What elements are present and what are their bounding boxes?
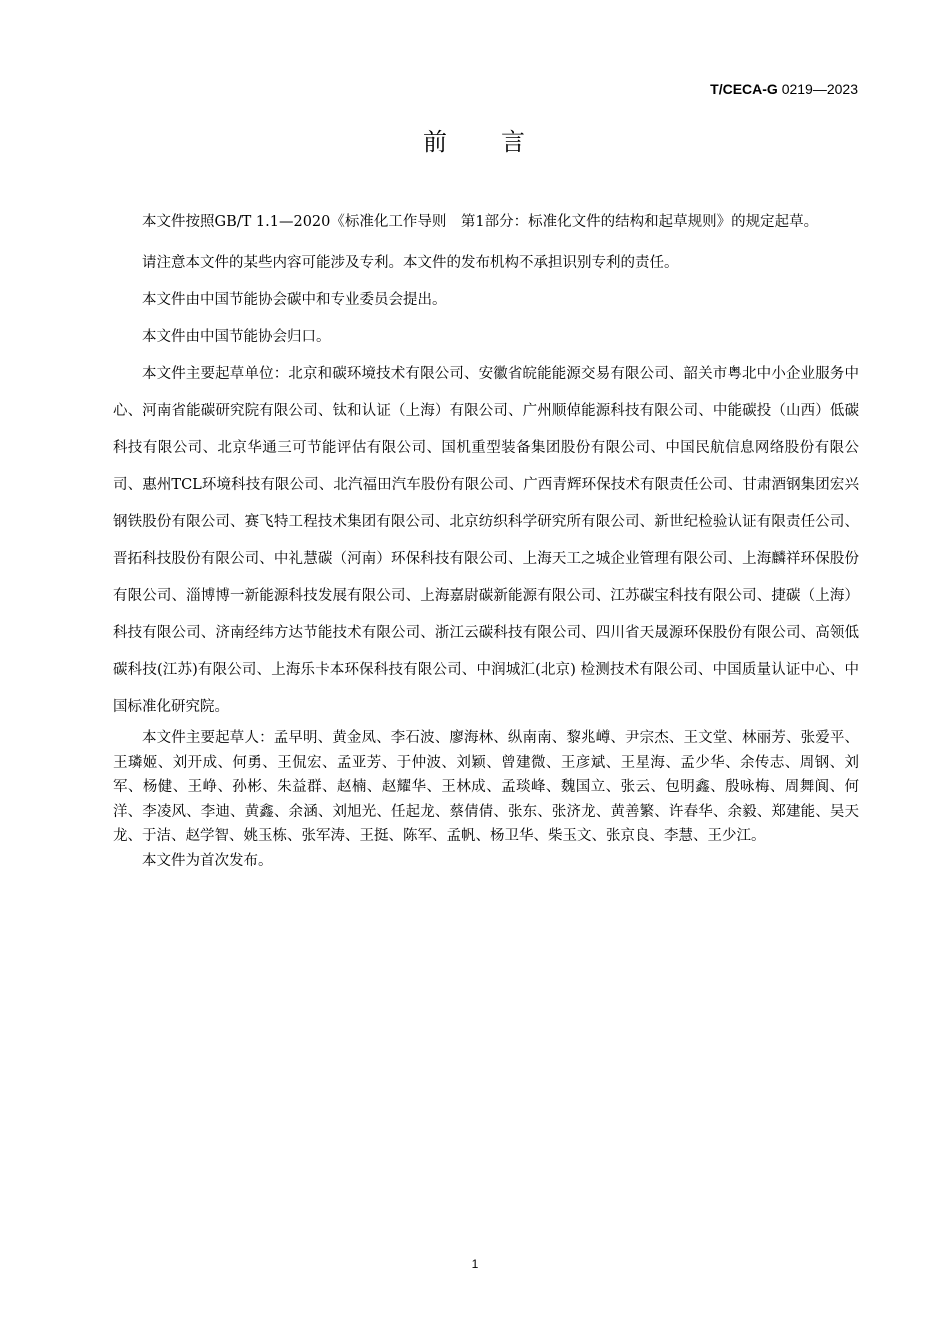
paragraph-first-release: 本文件为首次发布。 xyxy=(142,852,273,869)
document-code xyxy=(710,81,858,97)
paragraph-administrator: 本文件由中国节能协会归口。 xyxy=(142,329,331,345)
page-number: 1 xyxy=(471,1257,479,1271)
page-title-part1: 前 xyxy=(423,128,449,156)
document-code-prefix: T/CECA-G xyxy=(710,81,778,97)
document-code-number: 0219—2023 xyxy=(777,81,858,97)
paragraph-drafting-units: 本文件主要起草单位：北京和碳环境技术有限公司、安徽省皖能能源交易有限公司、韶关市粤北中小企业服务中心、河南省能碳研究院有限公司、钛和认证（上海）有限公司、广州顺倬能源科技有限公司、中能碳投（山西）低碳科技有限公司、北京华通三可节能评估有限公司、国机重型装备集团股份有限公司、中国民航信息网络股份有限公司、惠州TCL环境科技有限公司、北汽福田汽车股份有限公司、广西青辉环保技术有限责任公司、甘肃酒钢集团宏兴钢铁股份有限公司、赛飞特工程技术集团有限公司、北京纺织科学研究所有限公司、新世纪检验认证有限责任公司、晋拓科技股份有限公司、中礼慧碳（河南）环保科技有限公司、上海天工之城企业管理有限公司、上海麟祥环保股份有限公司、淄博博一新能源科技发展有限公司、上海嘉尉碳新能源有限公司、江苏碳宝科技有限公司、捷碳（上海）科技有限公司、济南经纬方达节能技术有限公司、浙江云碳科技有限公司、四川省天晟源环保股份有限公司、高领低碳科技(江苏)有限公司、上海乐卡本环保科技有限公司、中润城汇(北京) 检测技术有限公司、中国质量认证中心、中国标准化研究院。 xyxy=(113,366,859,715)
paragraph-proposer: 本文件由中国节能协会碳中和专业委员会提出。 xyxy=(142,292,447,308)
paragraph-drafting-rules: 本文件按照GB/T 1.1—2020《标准化工作导则 第1部分：标准化文件的结构和起草规则》的规定起草。 xyxy=(142,214,819,230)
paragraph-drafters: 本文件主要起草人：孟早明、黄金凤、李石波、廖海林、纵南南、黎兆嶟、尹宗杰、王文堂、林丽芳、张爱平、王璘姬、刘开成、何勇、王侃宏、孟亚芳、于仲波、刘颖、曾建微、王彦斌、王星海、孟少华、余传志、周钢、刘军、杨健、王峥、孙彬、朱益群、赵楠、赵耀华、王林成、孟琰峰、魏国立、张云、包明鑫、殷咏梅、周舞阆、何洋、李凌风、李迪、黄鑫、余涵、刘旭光、任起龙、蔡倩倩、张东、张济龙、黄善繁、许春华、余毅、郑建能、吴天龙、于洁、赵学智、姚玉栋、张军涛、王挺、陈军、孟帆、杨卫华、柴玉文、张京良、李慧、王少江。 xyxy=(113,730,859,844)
paragraph-patent-notice: 请注意本文件的某些内容可能涉及专利。本文件的发布机构不承担识别专利的责任。 xyxy=(142,255,679,271)
page-title xyxy=(0,122,950,157)
foreword-body xyxy=(113,208,859,873)
page-title-part2: 言 xyxy=(501,128,527,156)
